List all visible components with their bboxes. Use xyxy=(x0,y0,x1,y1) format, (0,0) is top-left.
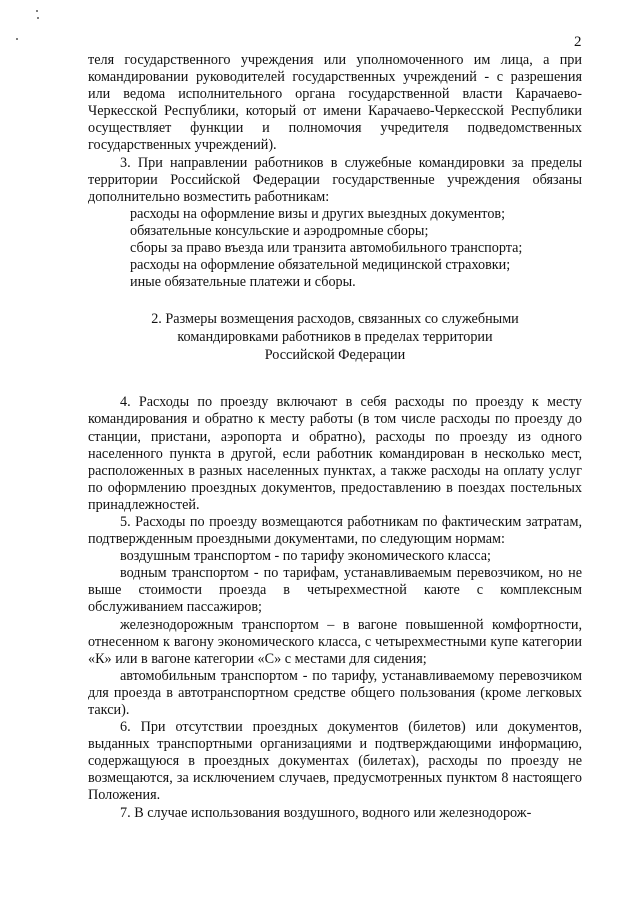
paragraph-3: 3. При направлении работников в служебные командировки за пределы территории Российской Федерации государственные учреждения обязаны дополнительно возместить работникам: xyxy=(88,154,582,205)
document-body xyxy=(88,52,582,822)
section-heading-line: Российской Федерации xyxy=(264,347,406,364)
transport-norm-water: водным транспортом - по тарифам, устанавливаемым перевозчиком, но не выше стоимости проезда в четырехместной каюте с комплексным обслуживанием пассажиров; xyxy=(88,565,582,616)
list-item: иные обязательные платежи и сборы. xyxy=(130,274,356,291)
list-item: расходы на оформление визы и других выездных документов; xyxy=(130,205,506,222)
section-heading xyxy=(88,310,582,364)
page-number: 2 xyxy=(574,34,582,50)
transport-norm-air: воздушным транспортом - по тарифу экономического класса; xyxy=(120,548,491,565)
transport-norm-rail: железнодорожным транспортом – в вагоне повышенной комфортности, отнесенном к вагону экономического класса, с четырехместными купе категории «К» или в вагоне категории «С» с местами для сидения; xyxy=(88,616,582,667)
list-item: обязательные консульские и аэродромные сборы; xyxy=(130,222,429,239)
paragraph-5: 5. Расходы по проезду возмещаются работникам по фактическим затратам, подтвержденным проездными документами, по следующим нормам: xyxy=(88,513,582,548)
paragraph-6: 6. При отсутствии проездных документов (билетов) или документов, выданных транспортными организациями и подтверждающими информацию, содержащуюся в проездных документах (билетах), расходы по проезду не возмещаются, за исключением случаев, предусмотренных пунктом 8 настоящего Положения. xyxy=(88,719,582,804)
list-item: сборы за право въезда или транзита автомобильного транспорта; xyxy=(130,240,523,257)
paragraph-7: 7. В случае использования воздушного, водного или железнодорож- xyxy=(120,804,532,821)
paragraph-4: 4. Расходы по проезду включают в себя расходы по проезду к месту командирования и обратно к месту работы (в том числе расходы по проезду до станции, пристани, аэропорта и обратно), расходы по проезду из одного населенного пункта в другой, если работник командирован в несколько мест, расположенных в разных населенных пунктах, а также расходы на оплату услуг по оформлению проездных документов, предоставлению в поездах постельных принадлежностей. xyxy=(88,394,582,513)
paragraph-continuation: теля государственного учреждения или уполномоченного им лица, а при командировании руководителей государственных учреждений - с разрешения или ведома исполнительного органа государственной власти Карачаево-Черкесской Республики, который от имени Карачаево-Черкесской Республики осуществляет функции и полномочия учредителя подведомственных государственных учреждений). xyxy=(88,52,582,154)
transport-norm-road: автомобильным транспортом - по тарифу, устанавливаемому перевозчиком для проезда в автотранспортном средстве общего пользования (кроме легковых такси). xyxy=(88,667,582,718)
list-item: расходы на оформление обязательной медицинской страховки; xyxy=(130,257,511,274)
section-heading-line: 2. Размеры возмещения расходов, связанных со служебными xyxy=(151,311,519,328)
section-heading-line: командировками работников в пределах территории xyxy=(177,329,493,346)
